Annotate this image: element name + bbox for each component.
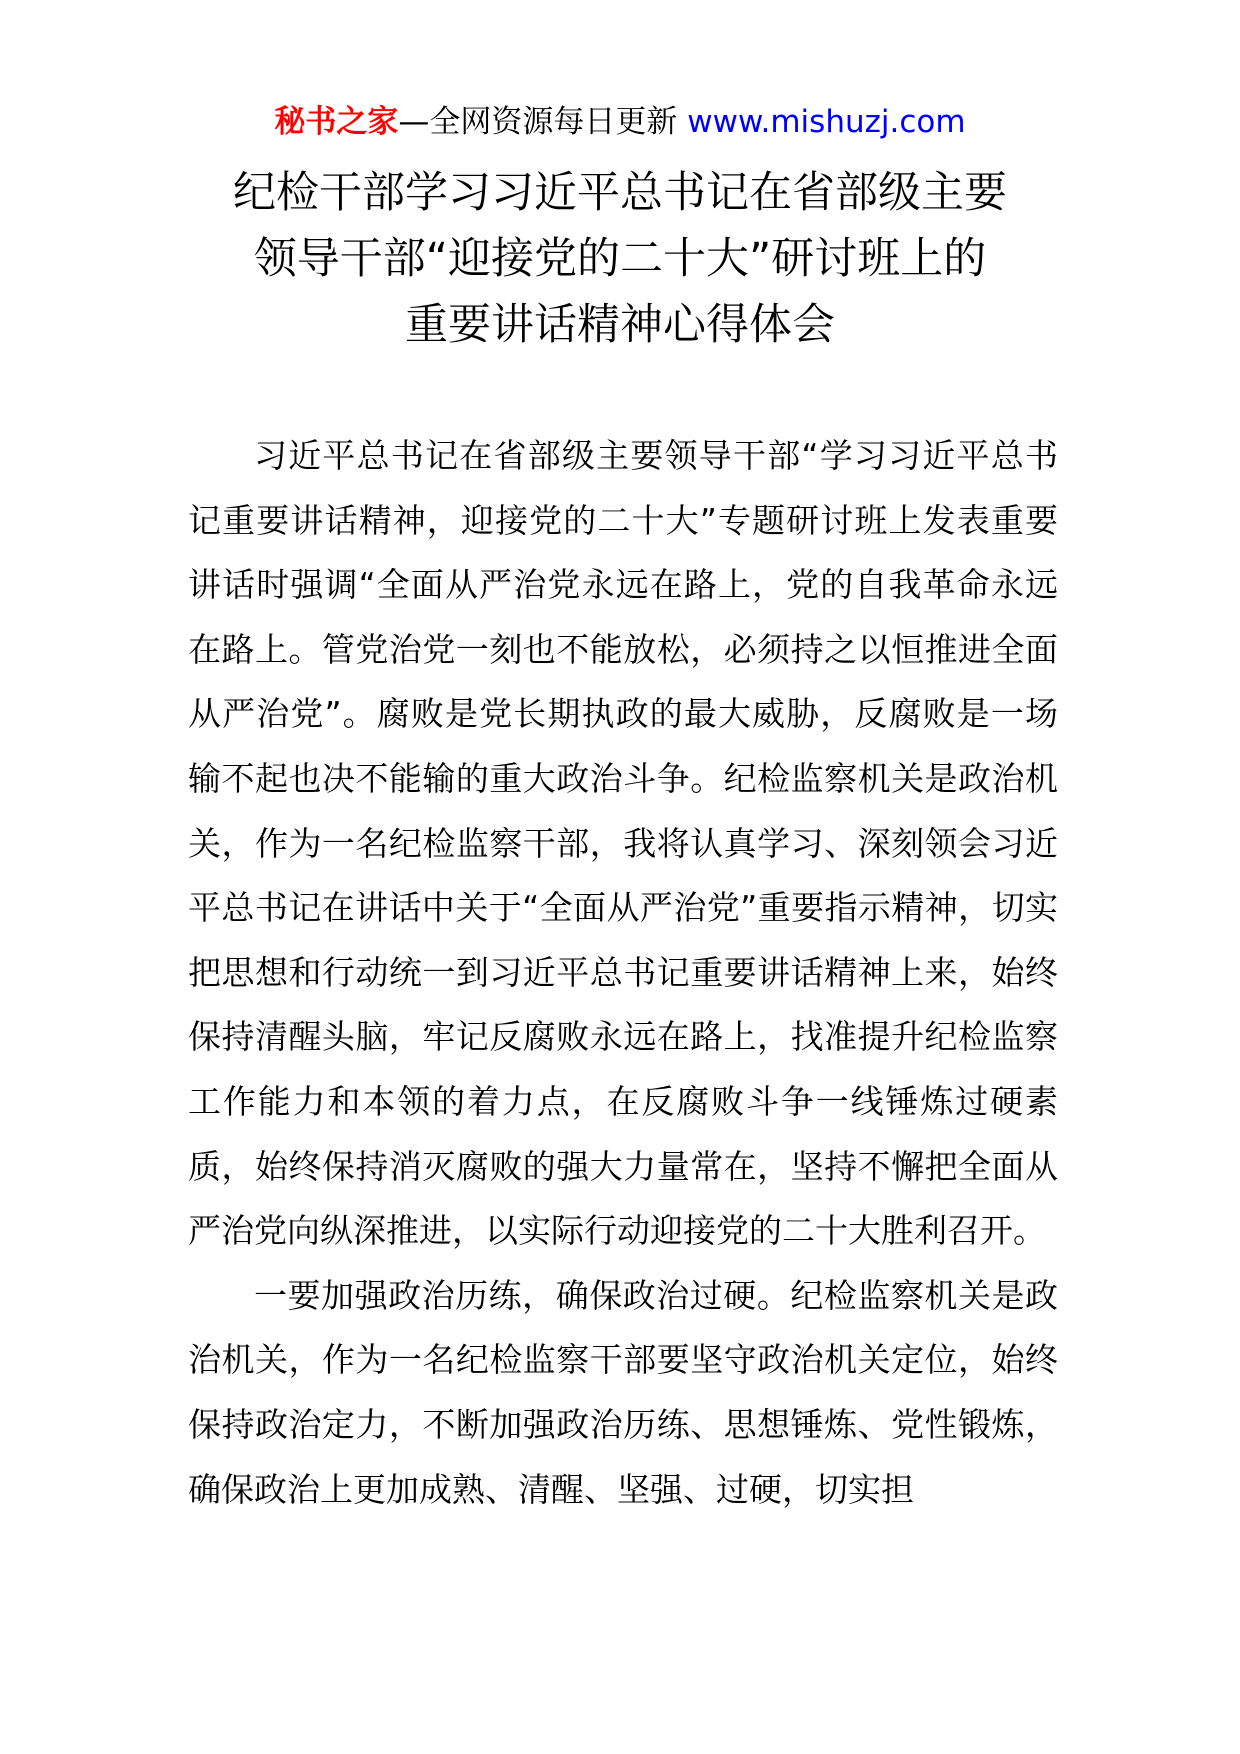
title-line-3: 重要讲话精神心得体会 xyxy=(405,300,835,350)
document-body xyxy=(188,424,1058,1522)
document-title xyxy=(140,160,1100,358)
header-tagline: —全网资源每日更新 xyxy=(398,104,688,140)
brand-name: 秘书之家 xyxy=(274,104,399,140)
title-line-1: 纪检干部学习习近平总书记在省部级主要 xyxy=(233,168,1007,218)
site-url-link[interactable]: www.mishuzj.com xyxy=(687,104,966,140)
title-line-2: 领导干部“迎接党的二十大”研讨班上的 xyxy=(253,234,987,284)
site-header xyxy=(0,100,1240,144)
body-paragraph-1: 习近平总书记在省部级主要领导干部“学习习近平总书记重要讲话精神，迎接党的二十大”专题研讨班上发表重要讲话时强调“全面从严治党永远在路上，党的自我革命永远在路上。管党治党一刻也不能放松，必须持之以恒推进全面从严治党”。腐败是党长期执政的最大威胁，反腐败是一场输不起也决不能输的重大政治斗争。纪检监察机关是政治机关，作为一名纪检监察干部，我将认真学习、深刻领会习近平总书记在讲话中关于“全面从严治党”重要指示精神，切实把思想和行动统一到习近平总书记重要讲话精神上来，始终保持清醒头脑，牢记反腐败永远在路上，找准提升纪检监察工作能力和本领的着力点，在反腐败斗争一线锤炼过硬素质，始终保持消灭腐败的强大力量常在，坚持不懈把全面从严治党向纵深推进，以实际行动迎接党的二十大胜利召开。 xyxy=(188,436,1058,1251)
body-paragraph-2: 一要加强政治历练，确保政治过硬。纪检监察机关是政治机关，作为一名纪检监察干部要坚守政治机关定位，始终保持政治定力，不断加强政治历练、思想锤炼、党性锻炼，确保政治上更加成熟、清醒、坚强、过硬，切实担 xyxy=(188,1275,1058,1509)
